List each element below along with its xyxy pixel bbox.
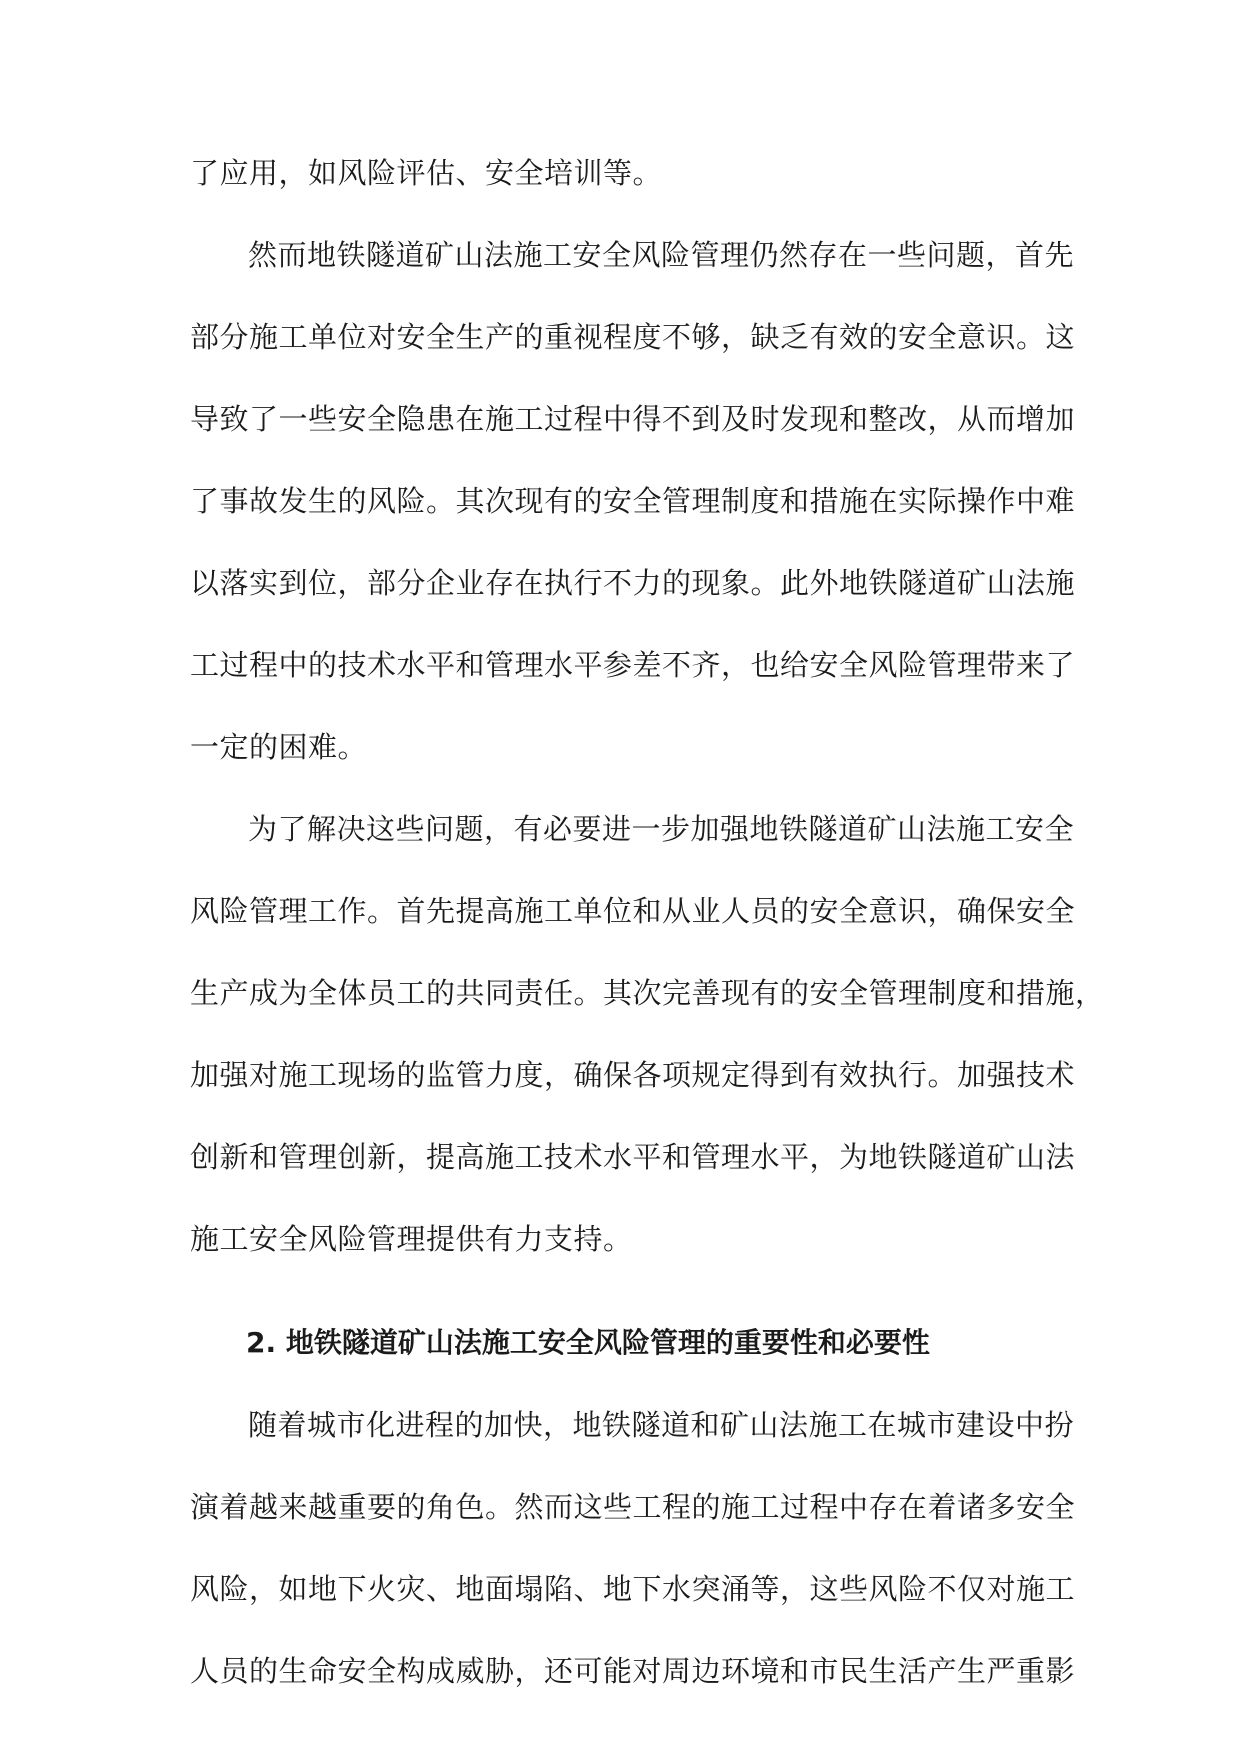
text-line: 人员的生命安全构成威胁，还可能对周边环境和市民生活产生严重影 bbox=[190, 1654, 1076, 1688]
text-line: 加强对施工现场的监管力度，确保各项规定得到有效执行。加强技术 bbox=[190, 1058, 1076, 1092]
text-line: 工过程中的技术水平和管理水平参差不齐，也给安全风险管理带来了 bbox=[190, 648, 1076, 682]
paragraph bbox=[190, 804, 1105, 1296]
paragraph bbox=[190, 230, 1076, 804]
text-line: 演着越来越重要的角色。然而这些工程的施工过程中存在着诸多安全 bbox=[190, 1490, 1076, 1524]
section-heading: 2. 地铁隧道矿山法施工安全风险管理的重要性和必要性 bbox=[246, 1326, 930, 1359]
text-line: 风险管理工作。首先提高施工单位和从业人员的安全意识，确保安全 bbox=[190, 894, 1076, 928]
text-line: 风险，如地下火灾、地面塌陷、地下水突涌等，这些风险不仅对施工 bbox=[190, 1572, 1076, 1606]
body-text-after-heading bbox=[190, 1400, 1076, 1728]
text-line: 生产成为全体员工的共同责任。其次完善现有的安全管理制度和措施， bbox=[190, 976, 1105, 1010]
text-line: 部分施工单位对安全生产的重视程度不够，缺乏有效的安全意识。这 bbox=[190, 320, 1076, 354]
paragraph bbox=[190, 148, 1060, 230]
text-line: 施工安全风险管理提供有力支持。 bbox=[190, 1222, 633, 1256]
text-line: 然而地铁隧道矿山法施工安全风险管理仍然存在一些问题，首先 bbox=[248, 238, 1075, 272]
document-page bbox=[190, 148, 1105, 1728]
text-line: 了应用，如风险评估、安全培训等。 bbox=[190, 156, 663, 190]
text-line: 随着城市化进程的加快，地铁隧道和矿山法施工在城市建设中扮 bbox=[248, 1408, 1075, 1442]
paragraph bbox=[190, 1400, 1076, 1728]
text-line: 创新和管理创新，提高施工技术水平和管理水平，为地铁隧道矿山法 bbox=[190, 1140, 1076, 1174]
text-line: 了事故发生的风险。其次现有的安全管理制度和措施在实际操作中难 bbox=[190, 484, 1076, 518]
body-text-before-heading bbox=[190, 148, 1105, 1296]
text-line: 为了解决这些问题，有必要进一步加强地铁隧道矿山法施工安全 bbox=[248, 812, 1075, 846]
text-line: 导致了一些安全隐患在施工过程中得不到及时发现和整改，从而增加 bbox=[190, 402, 1076, 436]
text-line: 以落实到位，部分企业存在执行不力的现象。此外地铁隧道矿山法施 bbox=[190, 566, 1076, 600]
text-line: 一定的困难。 bbox=[190, 730, 368, 764]
